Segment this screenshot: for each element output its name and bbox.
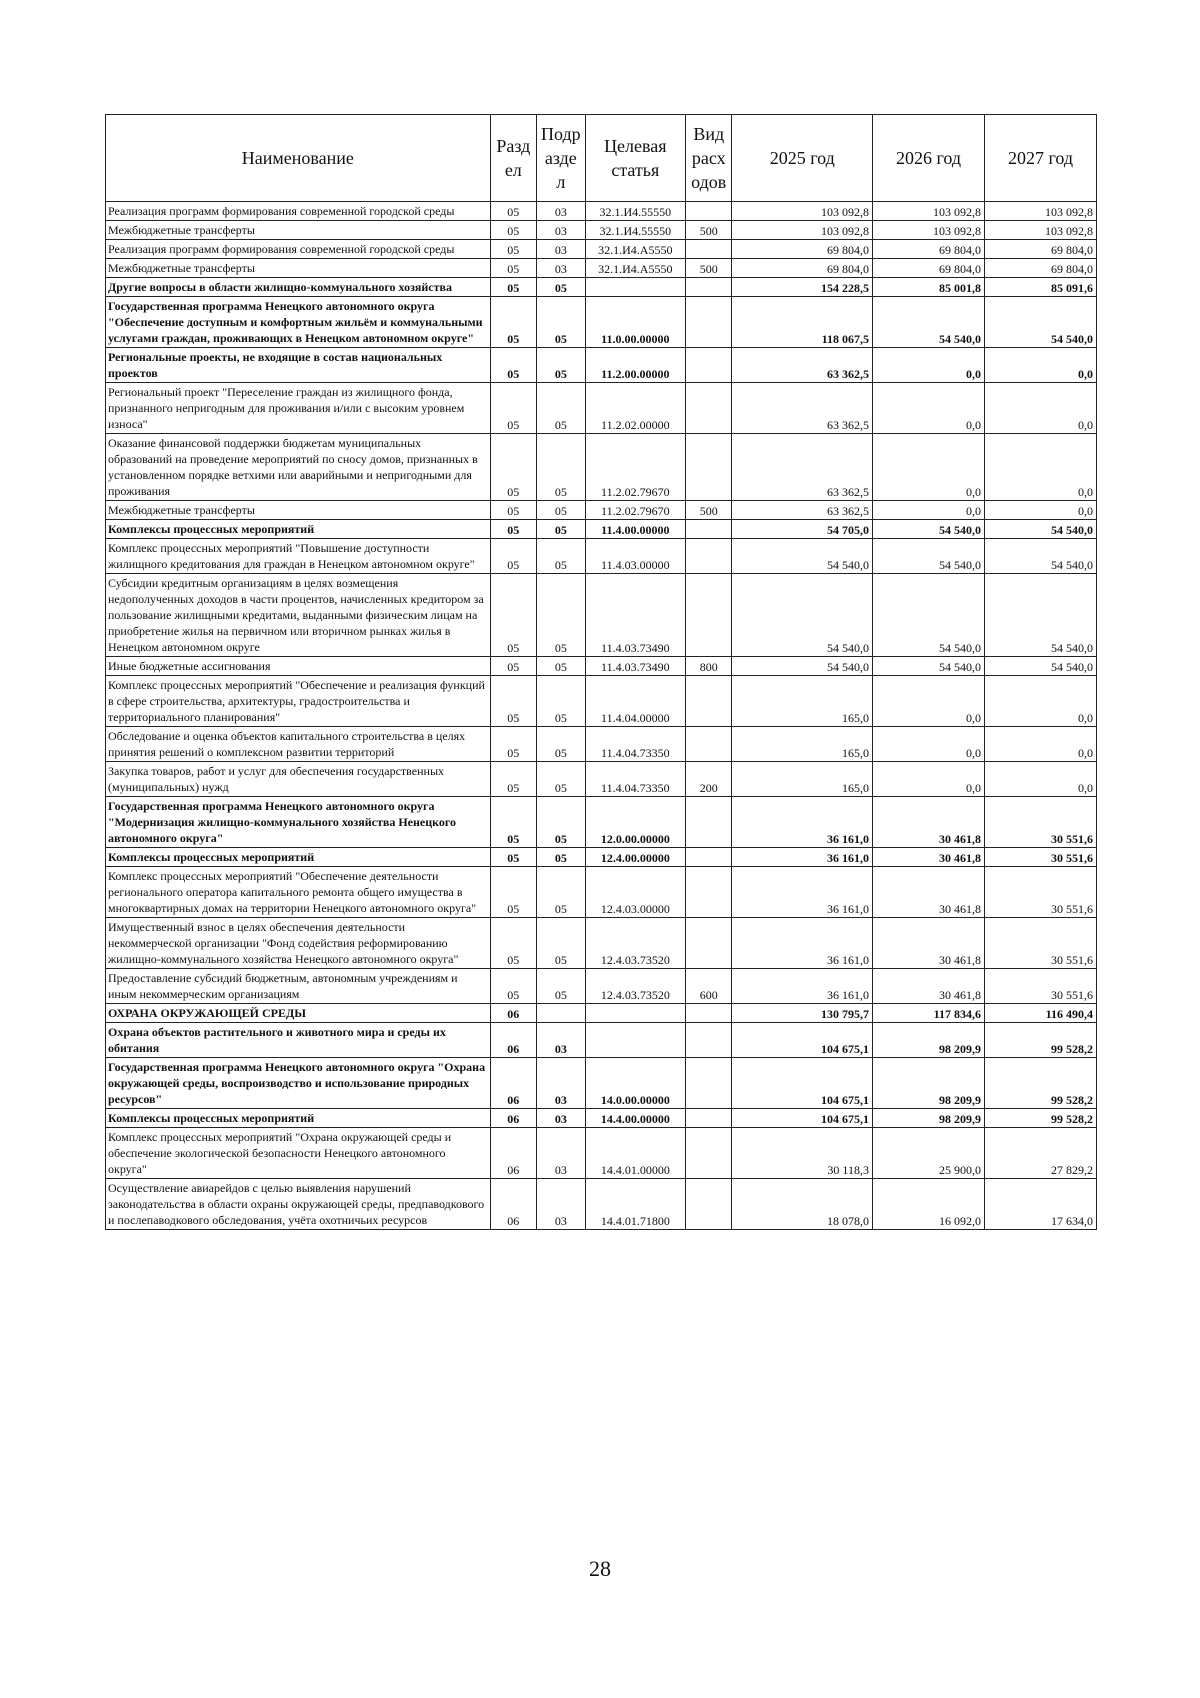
cell-2025: 54 540,0: [732, 657, 873, 676]
table-row: [106, 539, 1097, 574]
cell-name: Региональный проект "Переселение граждан из жилищного фонда, признанного непригодным для проживания и/или с высоким уровнем износа": [106, 383, 491, 434]
cell-razdel: 05: [490, 434, 536, 501]
cell-name: Государственная программа Ненецкого автономного округа "Охрана окружающей среды, воспроизводство и использование природных ресурсов": [106, 1058, 491, 1109]
cell-2027: 54 540,0: [984, 657, 1096, 676]
cell-razdel: 05: [490, 259, 536, 278]
cell-vid: [686, 1179, 732, 1230]
cell-vid: [686, 520, 732, 539]
header-vid: Вид расх одов: [686, 115, 732, 202]
cell-razdel: 05: [490, 676, 536, 727]
cell-name: Закупка товаров, работ и услуг для обеспечения государственных (муниципальных) нужд: [106, 762, 491, 797]
header-name: Наименование: [106, 115, 491, 202]
cell-2025: 36 161,0: [732, 969, 873, 1004]
cell-vid: [686, 1023, 732, 1058]
cell-razdel: 06: [490, 1023, 536, 1058]
table-row: [106, 259, 1097, 278]
cell-name: Государственная программа Ненецкого автономного округа "Модернизация жилищно-коммунального хозяйства Ненецкого автономного округа": [106, 797, 491, 848]
cell-vid: [686, 727, 732, 762]
cell-2026: 25 900,0: [872, 1128, 984, 1179]
cell-vid: [686, 574, 732, 657]
cell-2027: 99 528,2: [984, 1109, 1096, 1128]
table-row: [106, 348, 1097, 383]
cell-name: Осуществление авиарейдов с целью выявления нарушений законодательства в области охраны окружающей среды, предпаводкового и послепаводкового обследования, учёта охотничьих ресурсов: [106, 1179, 491, 1230]
cell-vid: 800: [686, 657, 732, 676]
cell-podrazdel: 03: [537, 1023, 586, 1058]
cell-podrazdel: 03: [537, 221, 586, 240]
cell-razdel: 05: [490, 657, 536, 676]
cell-2025: 130 795,7: [732, 1004, 873, 1023]
cell-podrazdel: 03: [537, 1058, 586, 1109]
cell-article: 14.4.00.00000: [585, 1109, 685, 1128]
cell-article: 14.0.00.00000: [585, 1058, 685, 1109]
cell-article: 32.1.И4.55550: [585, 221, 685, 240]
cell-2026: 30 461,8: [872, 797, 984, 848]
cell-vid: [686, 1058, 732, 1109]
cell-vid: [686, 1109, 732, 1128]
cell-2025: 103 092,8: [732, 221, 873, 240]
cell-2027: 0,0: [984, 348, 1096, 383]
cell-name: Охрана объектов растительного и животного мира и среды их обитания: [106, 1023, 491, 1058]
cell-2025: 63 362,5: [732, 348, 873, 383]
cell-razdel: 05: [490, 727, 536, 762]
cell-2027: 99 528,2: [984, 1023, 1096, 1058]
cell-name: Комплекс процессных мероприятий "Обеспечение деятельности регионального оператора капитального ремонта общего имущества в многоквартирных домах на территории Ненецкого автономного округа": [106, 867, 491, 918]
cell-2027: 103 092,8: [984, 202, 1096, 221]
cell-name: Комплексы процессных мероприятий: [106, 520, 491, 539]
cell-podrazdel: 05: [537, 969, 586, 1004]
cell-2025: 154 228,5: [732, 278, 873, 297]
cell-2027: 0,0: [984, 676, 1096, 727]
cell-vid: 500: [686, 501, 732, 520]
cell-podrazdel: 05: [537, 797, 586, 848]
cell-2027: 30 551,6: [984, 969, 1096, 1004]
cell-2026: 30 461,8: [872, 848, 984, 867]
cell-article: 12.4.03.73520: [585, 969, 685, 1004]
cell-podrazdel: 05: [537, 348, 586, 383]
cell-2027: 0,0: [984, 383, 1096, 434]
cell-2025: 63 362,5: [732, 383, 873, 434]
cell-2026: 0,0: [872, 383, 984, 434]
cell-2026: 0,0: [872, 676, 984, 727]
cell-name: Межбюджетные трансферты: [106, 501, 491, 520]
cell-razdel: 05: [490, 574, 536, 657]
cell-2026: 30 461,8: [872, 867, 984, 918]
cell-vid: 500: [686, 221, 732, 240]
table-row: [106, 1004, 1097, 1023]
cell-2025: 54 540,0: [732, 539, 873, 574]
cell-2027: 69 804,0: [984, 259, 1096, 278]
cell-article: 12.4.03.00000: [585, 867, 685, 918]
cell-2025: 36 161,0: [732, 797, 873, 848]
cell-2027: 54 540,0: [984, 574, 1096, 657]
table-row: [106, 969, 1097, 1004]
cell-2025: 63 362,5: [732, 501, 873, 520]
cell-2026: 103 092,8: [872, 202, 984, 221]
cell-name: ОХРАНА ОКРУЖАЮЩЕЙ СРЕДЫ: [106, 1004, 491, 1023]
cell-article: 11.2.02.79670: [585, 501, 685, 520]
cell-razdel: 05: [490, 221, 536, 240]
cell-name: Субсидии кредитным организациям в целях возмещения недополученных доходов в части процентов, начисленных кредитором за пользование жилищными кредитами, выданными физическим лицам на приобретение жилья на первичном или вторичном рынках жилья в Ненецком автономном округе: [106, 574, 491, 657]
table-row: [106, 383, 1097, 434]
header-2026: 2026 год: [872, 115, 984, 202]
cell-2027: 30 551,6: [984, 918, 1096, 969]
cell-podrazdel: 05: [537, 657, 586, 676]
cell-article: 11.0.00.00000: [585, 297, 685, 348]
cell-vid: 200: [686, 762, 732, 797]
cell-2026: 54 540,0: [872, 297, 984, 348]
cell-2027: 54 540,0: [984, 297, 1096, 348]
table-row: [106, 278, 1097, 297]
table-row: [106, 1109, 1097, 1128]
cell-name: Предоставление субсидий бюджетным, автономным учреждениям и иным некоммерческим организациям: [106, 969, 491, 1004]
cell-article: [585, 1004, 685, 1023]
cell-2026: 30 461,8: [872, 918, 984, 969]
cell-2026: 98 209,9: [872, 1023, 984, 1058]
cell-vid: [686, 202, 732, 221]
cell-2026: 69 804,0: [872, 240, 984, 259]
cell-2025: 36 161,0: [732, 918, 873, 969]
cell-article: 14.4.01.71800: [585, 1179, 685, 1230]
cell-2026: 16 092,0: [872, 1179, 984, 1230]
cell-article: [585, 278, 685, 297]
table-row: [106, 202, 1097, 221]
table-row: [106, 1058, 1097, 1109]
cell-razdel: 05: [490, 797, 536, 848]
cell-razdel: 06: [490, 1128, 536, 1179]
cell-podrazdel: 05: [537, 762, 586, 797]
cell-article: 11.2.00.00000: [585, 348, 685, 383]
header-article: Целевая статья: [585, 115, 685, 202]
table-row: [106, 657, 1097, 676]
cell-razdel: 05: [490, 867, 536, 918]
cell-2026: 0,0: [872, 348, 984, 383]
cell-2026: 103 092,8: [872, 221, 984, 240]
table-row: [106, 574, 1097, 657]
cell-2025: 103 092,8: [732, 202, 873, 221]
cell-article: 11.4.03.73490: [585, 657, 685, 676]
cell-podrazdel: 05: [537, 501, 586, 520]
cell-2027: 99 528,2: [984, 1058, 1096, 1109]
table-header-row: [106, 115, 1097, 202]
cell-2025: 165,0: [732, 676, 873, 727]
cell-2025: 69 804,0: [732, 259, 873, 278]
cell-vid: [686, 297, 732, 348]
cell-article: 12.4.03.73520: [585, 918, 685, 969]
cell-article: 11.4.04.73350: [585, 727, 685, 762]
cell-2025: 30 118,3: [732, 1128, 873, 1179]
cell-2025: 165,0: [732, 762, 873, 797]
cell-article: 11.4.04.00000: [585, 676, 685, 727]
cell-2026: 0,0: [872, 501, 984, 520]
table-row: [106, 297, 1097, 348]
cell-2025: 165,0: [732, 727, 873, 762]
cell-name: Региональные проекты, не входящие в состав национальных проектов: [106, 348, 491, 383]
cell-name: Реализация программ формирования современной городской среды: [106, 202, 491, 221]
cell-2026: 85 001,8: [872, 278, 984, 297]
cell-name: Комплекс процессных мероприятий "Охрана окружающей среды и обеспечение экологической безопасности Ненецкого автономного округа": [106, 1128, 491, 1179]
cell-razdel: 05: [490, 278, 536, 297]
cell-razdel: 05: [490, 520, 536, 539]
cell-2027: 116 490,4: [984, 1004, 1096, 1023]
cell-2026: 0,0: [872, 727, 984, 762]
cell-2026: 0,0: [872, 762, 984, 797]
cell-2025: 104 675,1: [732, 1058, 873, 1109]
cell-podrazdel: 03: [537, 1109, 586, 1128]
cell-vid: [686, 278, 732, 297]
cell-2026: 98 209,9: [872, 1109, 984, 1128]
cell-2027: 54 540,0: [984, 539, 1096, 574]
cell-2027: 103 092,8: [984, 221, 1096, 240]
cell-razdel: 05: [490, 501, 536, 520]
cell-razdel: 05: [490, 762, 536, 797]
cell-2027: 27 829,2: [984, 1128, 1096, 1179]
cell-2027: 54 540,0: [984, 520, 1096, 539]
cell-razdel: 05: [490, 539, 536, 574]
cell-vid: [686, 1004, 732, 1023]
table-row: [106, 434, 1097, 501]
cell-article: 11.4.03.00000: [585, 539, 685, 574]
cell-podrazdel: 03: [537, 240, 586, 259]
cell-vid: [686, 848, 732, 867]
cell-podrazdel: 03: [537, 202, 586, 221]
cell-article: 11.4.04.73350: [585, 762, 685, 797]
cell-podrazdel: 05: [537, 520, 586, 539]
cell-article: 32.1.И4.55550: [585, 202, 685, 221]
cell-2027: 0,0: [984, 501, 1096, 520]
cell-podrazdel: 05: [537, 383, 586, 434]
cell-2026: 98 209,9: [872, 1058, 984, 1109]
header-podrazdel: Подр азде л: [537, 115, 586, 202]
cell-2026: 117 834,6: [872, 1004, 984, 1023]
cell-name: Оказание финансовой поддержки бюджетам муниципальных образований на проведение мероприятий по сносу домов, признанных в установленном порядке ветхими или аварийными и непригодными для проживания: [106, 434, 491, 501]
cell-2027: 0,0: [984, 727, 1096, 762]
cell-2026: 54 540,0: [872, 574, 984, 657]
cell-podrazdel: 03: [537, 259, 586, 278]
table-row: [106, 797, 1097, 848]
cell-2025: 18 078,0: [732, 1179, 873, 1230]
budget-table-page: [105, 114, 1097, 1230]
table-row: [106, 848, 1097, 867]
cell-article: 12.0.00.00000: [585, 797, 685, 848]
cell-razdel: 05: [490, 348, 536, 383]
cell-2026: 54 540,0: [872, 657, 984, 676]
cell-2025: 104 675,1: [732, 1023, 873, 1058]
cell-podrazdel: 05: [537, 727, 586, 762]
cell-vid: [686, 797, 732, 848]
cell-2025: 69 804,0: [732, 240, 873, 259]
cell-article: 12.4.00.00000: [585, 848, 685, 867]
cell-2026: 30 461,8: [872, 969, 984, 1004]
cell-name: Реализация программ формирования современной городской среды: [106, 240, 491, 259]
cell-name: Комплекс процессных мероприятий "Повышение доступности жилищного кредитования для граждан в Ненецком автономном округе": [106, 539, 491, 574]
cell-vid: [686, 383, 732, 434]
table-row: [106, 762, 1097, 797]
cell-podrazdel: 05: [537, 434, 586, 501]
cell-razdel: 05: [490, 969, 536, 1004]
cell-name: Иные бюджетные ассигнования: [106, 657, 491, 676]
cell-2027: 30 551,6: [984, 797, 1096, 848]
cell-2026: 54 540,0: [872, 520, 984, 539]
cell-podrazdel: 03: [537, 1179, 586, 1230]
cell-2025: 54 705,0: [732, 520, 873, 539]
cell-article: 11.2.02.79670: [585, 434, 685, 501]
cell-podrazdel: 03: [537, 1128, 586, 1179]
table-row: [106, 727, 1097, 762]
cell-podrazdel: 05: [537, 574, 586, 657]
cell-vid: 600: [686, 969, 732, 1004]
cell-name: Обследование и оценка объектов капитального строительства в целях принятия решений о комплексном развитии территорий: [106, 727, 491, 762]
table-body: [106, 202, 1097, 1230]
cell-podrazdel: [537, 1004, 586, 1023]
cell-podrazdel: 05: [537, 278, 586, 297]
cell-razdel: 06: [490, 1179, 536, 1230]
cell-2027: 0,0: [984, 434, 1096, 501]
cell-name: Имущественный взнос в целях обеспечения деятельности некоммерческой организации "Фонд содействия реформированию жилищно-коммунального хозяйства Ненецкого автономного округа": [106, 918, 491, 969]
cell-article: [585, 1023, 685, 1058]
cell-razdel: 06: [490, 1058, 536, 1109]
cell-2027: 0,0: [984, 762, 1096, 797]
cell-name: Комплекс процессных мероприятий "Обеспечение и реализация функций в сфере строительства, архитектуры, градостроительства и территориального планирования": [106, 676, 491, 727]
cell-2025: 118 067,5: [732, 297, 873, 348]
cell-podrazdel: 05: [537, 297, 586, 348]
budget-table: [105, 114, 1097, 1230]
cell-2025: 63 362,5: [732, 434, 873, 501]
cell-article: 11.4.00.00000: [585, 520, 685, 539]
table-row: [106, 676, 1097, 727]
cell-vid: [686, 539, 732, 574]
header-razdel: Разд ел: [490, 115, 536, 202]
cell-razdel: 05: [490, 918, 536, 969]
cell-2025: 54 540,0: [732, 574, 873, 657]
cell-razdel: 05: [490, 297, 536, 348]
table-row: [106, 221, 1097, 240]
cell-podrazdel: 05: [537, 918, 586, 969]
cell-vid: [686, 676, 732, 727]
cell-vid: [686, 434, 732, 501]
cell-2025: 104 675,1: [732, 1109, 873, 1128]
page-number: 28: [589, 1556, 611, 1581]
header-2027: 2027 год: [984, 115, 1096, 202]
cell-2026: 54 540,0: [872, 539, 984, 574]
cell-name: Комплексы процессных мероприятий: [106, 1109, 491, 1128]
table-row: [106, 501, 1097, 520]
cell-razdel: 06: [490, 1004, 536, 1023]
table-row: [106, 1179, 1097, 1230]
cell-article: 14.4.01.00000: [585, 1128, 685, 1179]
table-row: [106, 520, 1097, 539]
cell-article: 32.1.И4.А5550: [585, 240, 685, 259]
cell-2025: 36 161,0: [732, 848, 873, 867]
cell-podrazdel: 05: [537, 676, 586, 727]
cell-2027: 85 091,6: [984, 278, 1096, 297]
cell-razdel: 05: [490, 202, 536, 221]
header-2025: 2025 год: [732, 115, 873, 202]
table-row: [106, 240, 1097, 259]
cell-article: 11.2.02.00000: [585, 383, 685, 434]
cell-article: 11.4.03.73490: [585, 574, 685, 657]
cell-podrazdel: 05: [537, 539, 586, 574]
table-row: [106, 867, 1097, 918]
cell-2027: 17 634,0: [984, 1179, 1096, 1230]
cell-name: Другие вопросы в области жилищно-коммунального хозяйства: [106, 278, 491, 297]
cell-vid: 500: [686, 259, 732, 278]
cell-name: Межбюджетные трансферты: [106, 259, 491, 278]
cell-razdel: 05: [490, 383, 536, 434]
cell-name: Государственная программа Ненецкого автономного округа "Обеспечение доступным и комфортным жильём и коммунальными услугами граждан, проживающих в Ненецком автономном округе": [106, 297, 491, 348]
cell-2027: 69 804,0: [984, 240, 1096, 259]
cell-podrazdel: 05: [537, 867, 586, 918]
cell-2026: 0,0: [872, 434, 984, 501]
cell-2025: 36 161,0: [732, 867, 873, 918]
cell-razdel: 05: [490, 240, 536, 259]
cell-vid: [686, 918, 732, 969]
cell-razdel: 05: [490, 848, 536, 867]
cell-name: Комплексы процессных мероприятий: [106, 848, 491, 867]
table-row: [106, 1128, 1097, 1179]
cell-podrazdel: 05: [537, 848, 586, 867]
cell-name: Межбюджетные трансферты: [106, 221, 491, 240]
cell-razdel: 06: [490, 1109, 536, 1128]
table-row: [106, 1023, 1097, 1058]
cell-vid: [686, 240, 732, 259]
cell-vid: [686, 1128, 732, 1179]
cell-2026: 69 804,0: [872, 259, 984, 278]
table-row: [106, 918, 1097, 969]
cell-article: 32.1.И4.А5550: [585, 259, 685, 278]
cell-2027: 30 551,6: [984, 848, 1096, 867]
cell-vid: [686, 867, 732, 918]
cell-2027: 30 551,6: [984, 867, 1096, 918]
cell-vid: [686, 348, 732, 383]
